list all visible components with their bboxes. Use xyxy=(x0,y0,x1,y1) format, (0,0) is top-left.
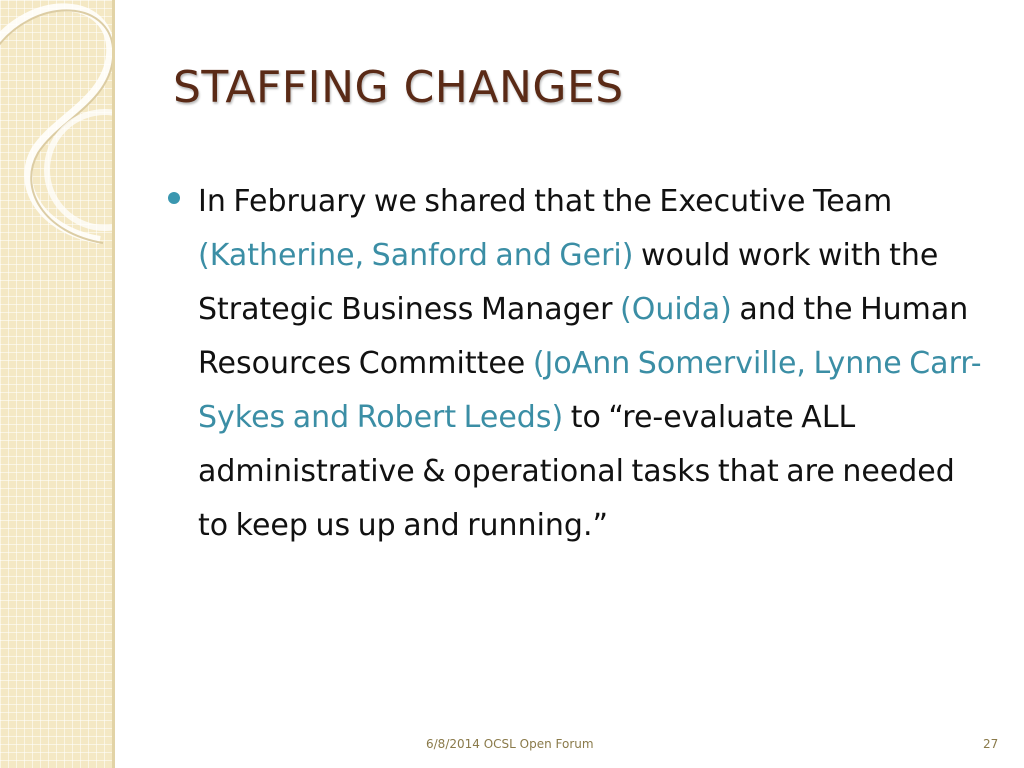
footer-date-event: 6/8/2014 OCSL Open Forum xyxy=(426,737,594,751)
bullet-dot-icon xyxy=(168,192,180,204)
bullet-item xyxy=(198,175,983,553)
bullet-text-segment: In February we shared that the Executive Team xyxy=(198,184,893,219)
highlighted-names: (Katherine, Sanford and Geri) xyxy=(198,238,634,273)
bullet-text-segment: and the Human Resources Committee xyxy=(198,292,969,381)
highlighted-names: (Ouida) xyxy=(620,292,732,327)
bullet-text-segment: would work with the Strategic Business Manager xyxy=(198,238,939,327)
bullet-text-segment: to “re-evaluate ALL administrative & operational tasks that are needed to keep us up and running.” xyxy=(198,400,955,543)
swirl-ornament-icon xyxy=(0,0,112,260)
sidebar-divider xyxy=(112,0,115,768)
decorative-sidebar xyxy=(0,0,112,768)
page-number: 27 xyxy=(983,737,999,751)
slide-title: STAFFING CHANGES xyxy=(173,62,624,113)
highlighted-names: (JoAnn Somerville, Lynne Carr-Sykes and Robert Leeds) xyxy=(198,346,982,435)
bullet-list xyxy=(160,175,980,553)
